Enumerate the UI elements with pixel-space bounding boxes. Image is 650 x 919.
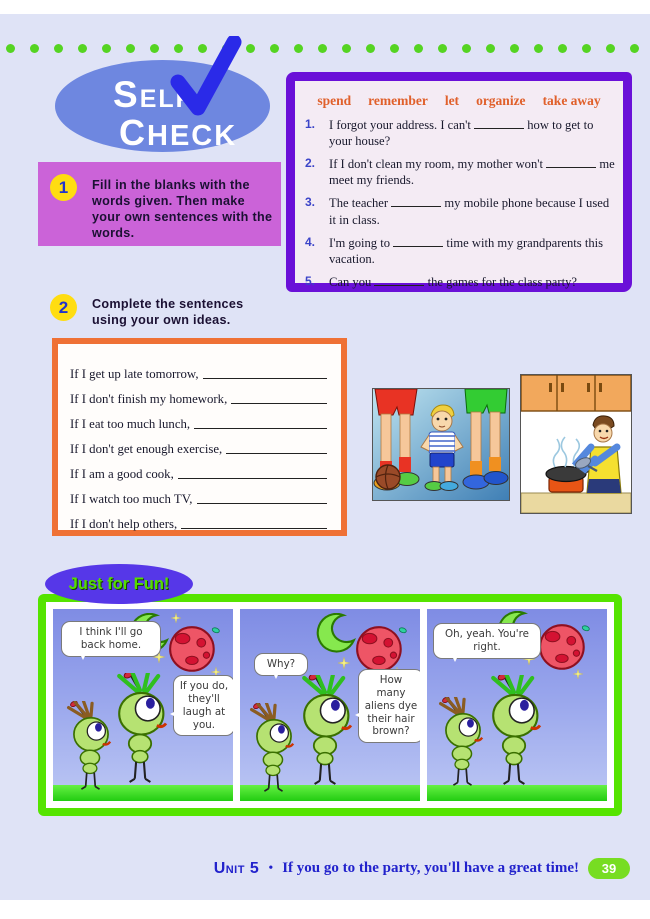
write-in-line bbox=[203, 377, 327, 379]
sentence-line bbox=[70, 382, 329, 407]
question-item bbox=[305, 235, 615, 267]
question-item bbox=[305, 156, 615, 188]
green-dot bbox=[102, 44, 111, 53]
exercise1-instructions: Fill in the blanks with the words given. Then make your own sentences with the words. bbox=[92, 178, 273, 240]
question-number: 1. bbox=[305, 117, 316, 131]
green-dot bbox=[150, 44, 159, 53]
exercise-number: 2 bbox=[58, 297, 69, 317]
write-in-line bbox=[178, 477, 327, 479]
exercise-number: 1 bbox=[58, 177, 69, 197]
fill-in-blank bbox=[546, 156, 596, 168]
green-dot bbox=[342, 44, 351, 53]
planet-icon bbox=[540, 625, 590, 669]
planet-icon bbox=[357, 627, 407, 671]
basketball bbox=[376, 465, 400, 489]
sparkle-icon bbox=[171, 613, 181, 623]
green-dot bbox=[270, 44, 279, 53]
green-dot bbox=[54, 44, 63, 53]
kids-basketball-illustration bbox=[372, 388, 510, 501]
word-bank bbox=[301, 93, 617, 109]
sentence-starter: If I am a good cook, bbox=[70, 467, 174, 481]
cooking-illustration bbox=[520, 374, 632, 514]
green-dot bbox=[126, 44, 135, 53]
green-dot bbox=[534, 44, 543, 53]
exercise1-question-box bbox=[286, 72, 632, 292]
question-text: Can you bbox=[329, 274, 372, 289]
dotted-divider bbox=[6, 44, 650, 53]
green-dot bbox=[438, 44, 447, 53]
exercise2-sentence-box bbox=[52, 338, 347, 536]
sentence-starter: If I don't get enough exercise, bbox=[70, 442, 223, 456]
question-text: If I don't clean my room, my mother won't bbox=[329, 157, 544, 172]
green-dot bbox=[366, 44, 375, 53]
sentence-line bbox=[70, 457, 329, 482]
sentence-line bbox=[70, 432, 329, 457]
write-in-line bbox=[226, 452, 327, 454]
word-bank-item: spend bbox=[317, 93, 352, 108]
green-dot bbox=[390, 44, 399, 53]
question-text: I'm going to bbox=[329, 235, 391, 250]
question-text: time with my grandparents this vacation. bbox=[329, 235, 604, 266]
question-number: 2. bbox=[305, 156, 316, 171]
sentence-line bbox=[70, 357, 329, 382]
sparkle-icon bbox=[573, 669, 583, 679]
sentence-line bbox=[70, 482, 329, 507]
green-dot bbox=[486, 44, 495, 53]
write-in-line bbox=[231, 402, 327, 404]
alien-brown-hair bbox=[441, 696, 483, 785]
green-dot bbox=[558, 44, 567, 53]
comic-panel-2 bbox=[240, 609, 420, 801]
word-bank-item: organize bbox=[476, 93, 526, 108]
green-dot bbox=[318, 44, 327, 53]
sentence-starter: If I get up late tomorrow, bbox=[70, 367, 199, 381]
exercise1-number-badge bbox=[50, 174, 77, 201]
write-in-line bbox=[194, 427, 327, 429]
exercise2-instructions: Complete the sentences using your own ideas. bbox=[92, 297, 244, 327]
word-bank-item: let bbox=[444, 93, 460, 108]
comic-strip bbox=[38, 594, 622, 816]
question-number: 3. bbox=[305, 195, 316, 210]
question-item bbox=[305, 195, 615, 227]
question-text: how to get to your house? bbox=[329, 118, 594, 149]
green-dot bbox=[462, 44, 471, 53]
unit-label: Unit 5 bbox=[213, 859, 260, 877]
header-title-line2: CHECK bbox=[119, 112, 238, 153]
comic-panel-1 bbox=[53, 609, 233, 801]
speech-bubble: If you do, they'll laugh at you. bbox=[173, 675, 233, 736]
speech-bubble: How many aliens dye their hair brown? bbox=[358, 669, 420, 743]
write-in-line bbox=[181, 527, 327, 529]
write-in-line bbox=[197, 502, 328, 504]
speech-bubble: Oh, yeah. You're right. bbox=[433, 623, 541, 659]
cabinets bbox=[521, 375, 631, 411]
green-dot bbox=[6, 44, 15, 53]
check-icon bbox=[168, 36, 242, 120]
sentence-starter: If I eat too much lunch, bbox=[70, 417, 191, 431]
green-dot bbox=[246, 44, 255, 53]
green-dot bbox=[294, 44, 303, 53]
alien-green-hair bbox=[493, 672, 540, 784]
comic-panel-3 bbox=[427, 609, 607, 801]
unit-title: If you go to the party, you'll have a great time! bbox=[282, 860, 579, 876]
alien-brown-hair bbox=[252, 702, 294, 791]
exercise2-number-badge bbox=[50, 294, 77, 321]
planet-icon bbox=[170, 627, 220, 671]
alien-brown-hair bbox=[69, 700, 111, 789]
green-dot bbox=[582, 44, 591, 53]
just-for-fun-label: Just for Fun! bbox=[68, 574, 170, 593]
sentence-line bbox=[70, 507, 329, 532]
fill-in-blank bbox=[474, 117, 524, 129]
sentence-starter: If I don't finish my homework, bbox=[70, 392, 228, 406]
footer-bullet: • bbox=[268, 860, 274, 876]
speech-bubble: I think I'll go back home. bbox=[61, 621, 161, 657]
green-dot bbox=[30, 44, 39, 53]
green-dot bbox=[414, 44, 423, 53]
question-number: 5. bbox=[305, 273, 316, 288]
counter bbox=[521, 493, 631, 513]
question-text: the games for the class party? bbox=[427, 274, 577, 289]
fill-in-blank bbox=[393, 235, 443, 247]
green-dot bbox=[630, 44, 639, 53]
question-text: me meet my friends. bbox=[329, 157, 615, 188]
question-item bbox=[305, 117, 615, 149]
question-text: my mobile phone because I used it in class. bbox=[329, 196, 610, 227]
sentence-line bbox=[70, 407, 329, 432]
header-title-line1: SELF bbox=[113, 74, 193, 115]
sparkle-icon bbox=[338, 657, 350, 669]
just-for-fun-header bbox=[45, 564, 193, 604]
alien-green-hair bbox=[304, 672, 351, 784]
green-dot bbox=[606, 44, 615, 53]
page-number-badge: 39 bbox=[588, 858, 630, 879]
page-footer bbox=[214, 858, 630, 879]
word-bank-item: take away bbox=[542, 93, 601, 108]
question-item bbox=[305, 274, 615, 290]
green-dot bbox=[510, 44, 519, 53]
sentence-starter: If I watch too much TV, bbox=[70, 492, 193, 506]
fill-in-blank bbox=[391, 195, 441, 207]
fill-in-blank bbox=[374, 274, 424, 286]
question-number: 4. bbox=[305, 234, 316, 249]
green-dot bbox=[78, 44, 87, 53]
question-text: The teacher bbox=[329, 196, 389, 211]
alien-green-hair bbox=[119, 670, 166, 782]
speech-bubble: Why? bbox=[254, 653, 308, 676]
sentence-starter: If I don't help others, bbox=[70, 517, 178, 531]
moon-icon bbox=[318, 614, 354, 652]
word-bank-item: remember bbox=[368, 93, 428, 108]
question-text: I forgot your address. I can't bbox=[329, 118, 471, 132]
